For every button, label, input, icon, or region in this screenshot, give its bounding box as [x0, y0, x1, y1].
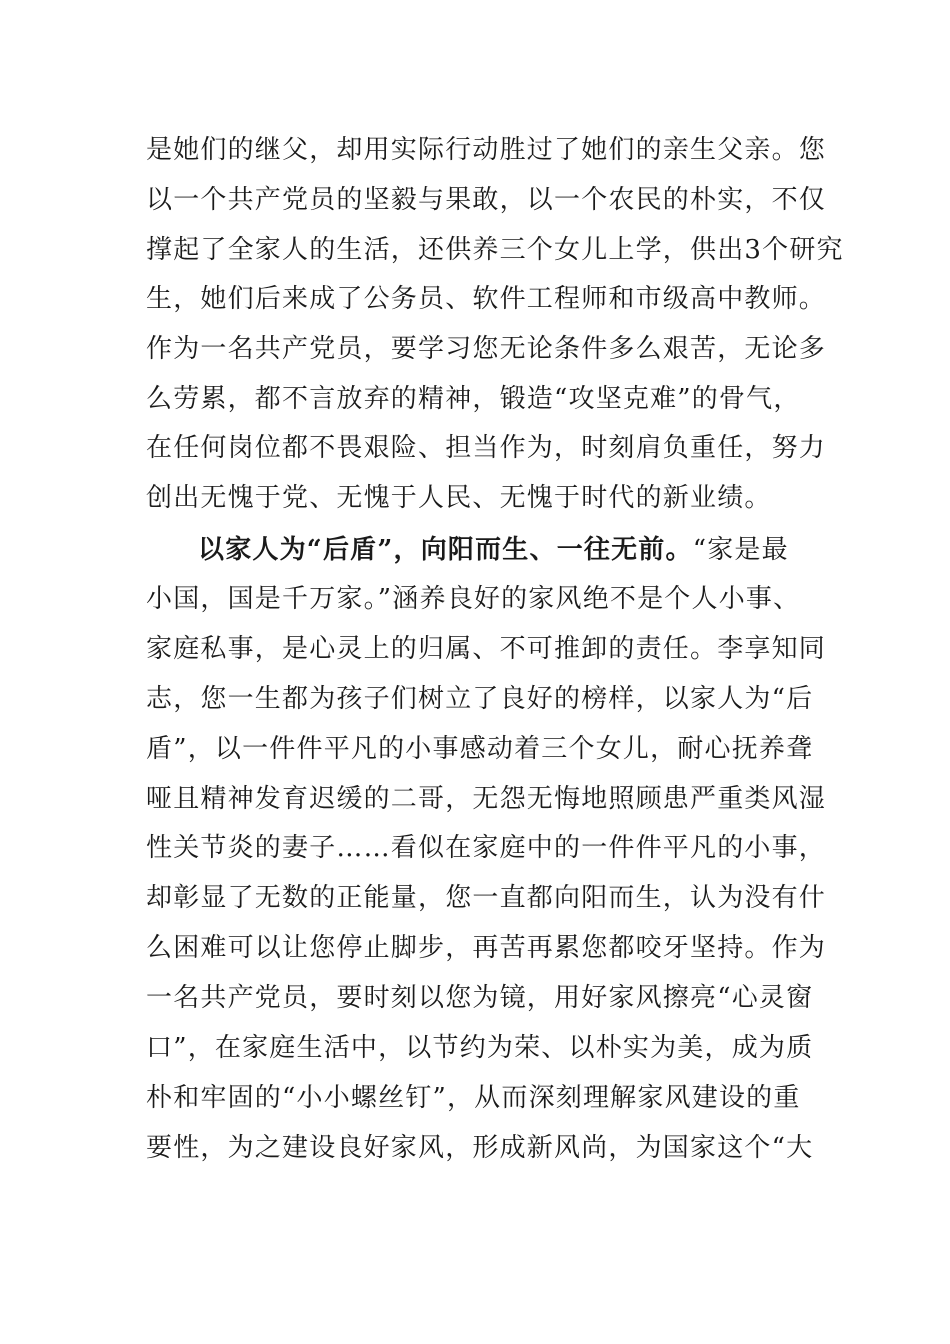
- text-line: 一名共产党员，要时刻以您为镜，用好家风擦亮“心灵窗: [146, 983, 814, 1013]
- text-line: 么劳累，都不言放弃的精神，锻造“攻坚克难”的骨气，: [146, 384, 801, 414]
- paragraph-first-line: [198, 530, 878, 570]
- text-line: 创出无愧于党、无愧于人民、无愧于时代的新业绩。: [146, 483, 772, 513]
- text-line: 么困难可以让您停止脚步，再苦再累您都咬牙坚持。作为: [146, 933, 827, 963]
- text-line: 家庭私事，是心灵上的归属、不可推卸的责任。李享知同: [146, 634, 827, 664]
- text-line: 哑且精神发育迟缓的二哥，无怨无悔地照顾患严重类风湿: [146, 784, 827, 814]
- text-line: 要性，为之建设良好家风，形成新风尚，为国家这个“大: [146, 1133, 814, 1163]
- text-line: 撑起了全家人的生活，还供养三个女儿上学，供出3个研究: [146, 235, 844, 265]
- text-line: 盾”，以一件件平凡的小事感动着三个女儿，耐心抚养聋: [146, 734, 814, 764]
- text-line: 性关节炎的妻子……看似在家庭中的一件件平凡的小事，: [146, 833, 827, 863]
- text-line: 以一个共产党员的坚毅与果敢，以一个农民的朴实，不仅: [146, 185, 827, 215]
- text-line: 生，她们后来成了公务员、软件工程师和市级高中教师。: [146, 284, 827, 314]
- text-line: 却彰显了无数的正能量，您一直都向阳而生，认为没有什: [146, 883, 827, 913]
- text-line: 朴和牢固的“小小螺丝钉”，从而深刻理解家风建设的重: [146, 1083, 801, 1113]
- text-line: 志，您一生都为孩子们树立了良好的榜样，以家人为“后: [146, 684, 814, 714]
- paragraph-heading: 以家人为“后盾”，向阳而生、一往无前。: [198, 535, 693, 565]
- text-line: 在任何岗位都不畏艰险、担当作为，时刻肩负重任，努力: [146, 433, 827, 463]
- text-line: 口”，在家庭生活中，以节约为荣、以朴实为美，成为质: [146, 1033, 814, 1063]
- text-line: 作为一名共产党员，要学习您无论条件多么艰苦，无论多: [146, 334, 827, 364]
- text-line: 小国，国是千万家。”涵养良好的家风绝不是个人小事、: [146, 584, 801, 614]
- text-line: 是她们的继父，却用实际行动胜过了她们的亲生父亲。您: [146, 135, 827, 165]
- text-fragment: “家是最: [692, 535, 789, 565]
